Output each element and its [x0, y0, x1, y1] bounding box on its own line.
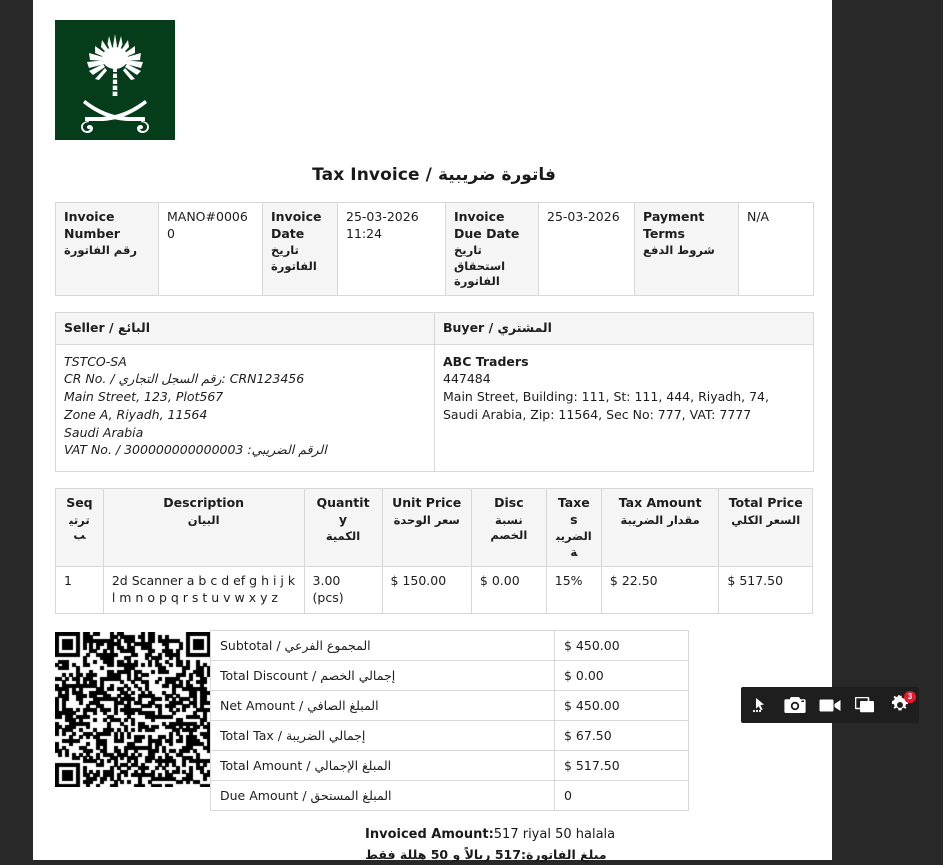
label-en: Total Discount: [220, 668, 309, 684]
label-en: Due Amount: [220, 788, 299, 804]
label-ar: المبلغ المستحق: [310, 788, 392, 804]
column-header-tax-amount: [601, 489, 719, 567]
header-en: Description: [163, 495, 245, 511]
header-en: Tax Amount: [618, 495, 702, 511]
label-en: Subtotal: [220, 638, 273, 654]
invoice-page: [33, 0, 832, 863]
subtotal-value: $ 450.00: [555, 631, 689, 661]
invoiced-amount-value: 517 riyal 50 halala: [493, 827, 616, 843]
total-discount-label: Total Discount / إجمالي الخصم: [211, 661, 555, 691]
saudi-emblem-logo: [55, 20, 175, 140]
label-ar: المبلغ الصافي: [307, 698, 379, 714]
buyer-line: Saudi Arabia, Zip: 11564, Sec No: 777, VAT: 7777: [443, 406, 752, 422]
table-row: [56, 313, 814, 345]
floating-toolbar[interactable]: [741, 687, 919, 723]
header-ar: نسبة الخصم: [490, 512, 528, 543]
header-ar: الضريبة: [555, 529, 592, 559]
invoice-number-value: MANO#00060: [159, 203, 263, 296]
total-amount-value: $ 517.50: [555, 751, 689, 781]
window-icon[interactable]: [852, 692, 878, 718]
buyer-name: ABC Traders: [443, 353, 529, 369]
totals-table: [210, 630, 689, 811]
net-amount-value: $ 450.00: [555, 691, 689, 721]
totals-container: [210, 630, 813, 865]
header-en: Seq: [66, 495, 93, 511]
label-en: Payment Terms: [643, 209, 705, 241]
invoice-date-label: [263, 203, 338, 296]
cell-disc: $ 0.00: [471, 567, 546, 614]
line-items-table: [55, 488, 813, 614]
invoiced-amount-block: [365, 825, 813, 865]
label-ar: إجمالي الضريبة: [285, 728, 366, 744]
total-discount-value: $ 0.00: [555, 661, 689, 691]
label-ar: رقم الفاتورة: [64, 243, 137, 258]
invoice-content: [55, 20, 813, 865]
column-header-taxes: [546, 489, 601, 567]
total-tax-label: Total Tax / إجمالي الضريبة: [211, 721, 555, 751]
qr-code-container: [55, 630, 210, 787]
column-header-quantity: [304, 489, 382, 567]
header-en: Disc: [494, 495, 524, 511]
cell-taxes: 15%: [546, 567, 601, 614]
pointer-icon[interactable]: [747, 692, 773, 718]
invoice-number-label: [56, 203, 159, 296]
label-en: Total Amount: [220, 758, 303, 774]
header-en: Taxes: [557, 495, 590, 527]
column-header-disc: [471, 489, 546, 567]
seller-heading: Seller / البائع: [56, 313, 435, 345]
column-header-seq: [56, 489, 104, 567]
buyer-line: Main Street, Building: 111, St: 111, 444, Riyadh, 74,: [443, 389, 769, 405]
due-amount-value: 0: [555, 781, 689, 811]
gear-icon[interactable]: [887, 692, 913, 718]
invoice-date-value: 25-03-2026 11:24: [338, 203, 446, 296]
seller-line: Saudi Arabia: [64, 424, 144, 440]
label-ar: تاريخ استحقاق الفاتورة: [454, 243, 506, 288]
table-row: [56, 203, 814, 296]
table-row: [211, 721, 689, 751]
label-en: Invoice Due Date: [454, 209, 520, 241]
column-header-description: [103, 489, 304, 567]
seller-details: [56, 344, 435, 472]
subtotal-label: Subtotal / المجموع الفرعي: [211, 631, 555, 661]
label-ar: المجموع الفرعي: [284, 638, 371, 654]
payment-terms-label: [635, 203, 739, 296]
camera-icon[interactable]: [782, 692, 808, 718]
label-en: Net Amount: [220, 698, 296, 714]
label-en: Total Tax: [220, 728, 274, 744]
label-ar: المبلغ الإجمالي: [314, 758, 392, 774]
net-amount-label: Net Amount / المبلغ الصافي: [211, 691, 555, 721]
cell-quantity: 3.00 (pcs): [304, 567, 382, 614]
header-ar: السعر الكلي: [731, 512, 801, 527]
label-ar: تاريخ الفاتورة: [271, 243, 317, 273]
seller-line: TSTCO-SA: [64, 353, 127, 369]
cell-unit-price: $ 150.00: [382, 567, 471, 614]
cell-total-price: $ 517.50: [719, 567, 813, 614]
invoice-header-table: [55, 202, 814, 296]
total-amount-label: Total Amount / المبلغ الإجمالي: [211, 751, 555, 781]
table-row: [211, 661, 689, 691]
table-row: [211, 751, 689, 781]
buyer-details: [435, 344, 814, 472]
table-row: [211, 631, 689, 661]
header-ar: ترتيب: [69, 512, 90, 543]
buyer-line: 447484: [443, 371, 491, 387]
label-ar: إجمالي الخصم: [320, 668, 396, 684]
cell-tax-amount: $ 22.50: [601, 567, 719, 614]
header-ar: البيان: [187, 512, 220, 527]
label-en: Invoice Number: [64, 209, 120, 241]
invoiced-amount-en: [365, 825, 813, 845]
column-header-unit-price: [382, 489, 471, 567]
invoiced-amount-ar: مبلغ الفاتورة:517 ريالاً و 50 هللة فقط: [365, 847, 607, 863]
parties-table: [55, 312, 814, 472]
payment-terms-value: N/A: [739, 203, 814, 296]
header-ar: مقدار الضريبة: [620, 512, 700, 527]
seller-line: CR No. / رقم السجل التجاري: CRN123456: [64, 371, 305, 387]
label-ar: شروط الدفع: [643, 243, 715, 258]
header-en: Total Price: [728, 495, 803, 511]
label-en: Invoice Date: [271, 209, 322, 241]
table-row: [56, 344, 814, 472]
page-title: Tax Invoice / فاتورة ضريبية: [312, 165, 556, 185]
cell-seq: 1: [56, 567, 104, 614]
seller-line: Zone A, Riyadh, 11564: [64, 406, 208, 422]
total-tax-value: $ 67.50: [555, 721, 689, 751]
invoice-qr-code: [55, 632, 210, 787]
gear-badge-count: 3: [904, 691, 916, 703]
table-row: [56, 567, 813, 614]
header-en: Unit Price: [392, 495, 462, 511]
invoice-due-date-label: [446, 203, 539, 296]
cell-description: 2d Scanner a b c d ef g h i j k l m n o p q r s t u v w x y z: [103, 567, 304, 614]
table-row: [211, 691, 689, 721]
video-icon[interactable]: [817, 692, 843, 718]
invoice-due-date-value: 25-03-2026: [539, 203, 635, 296]
buyer-heading: Buyer / المشتري: [435, 313, 814, 345]
seller-line: VAT No. / الرقم الضريبي: 300000000000003: [64, 442, 327, 458]
table-header-row: [56, 489, 813, 567]
header-en: Quantity: [316, 495, 370, 527]
invoiced-amount-label: Invoiced Amount:: [365, 827, 494, 843]
header-ar: سعر الوحدة: [393, 512, 460, 527]
due-amount-label: Due Amount / المبلغ المستحق: [211, 781, 555, 811]
seller-line: Main Street, 123, Plot567: [64, 389, 224, 405]
table-row: [211, 781, 689, 811]
header-ar: الكمية: [325, 529, 361, 544]
column-header-total-price: [719, 489, 813, 567]
